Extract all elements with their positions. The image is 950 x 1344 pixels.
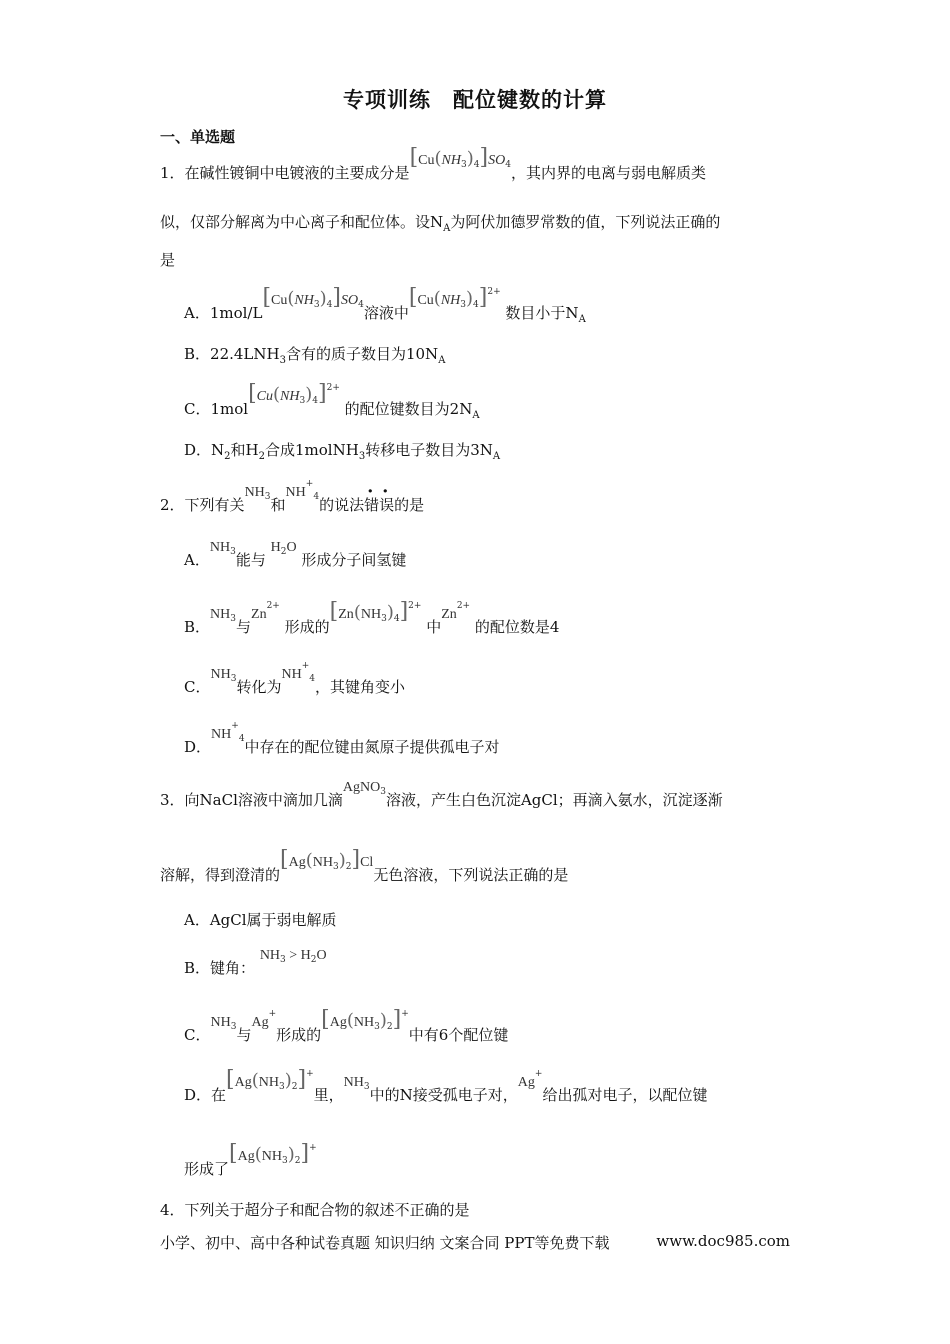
q2-stem: 2．下列有关$NH_3$和$NH^+_4$的说法错误的是: [160, 479, 425, 514]
formula-nh4-plus: $NH^+_4$: [285, 479, 320, 502]
q1-line2: 似，仅部分解离为中心离子和配位体。设$N_A$为阿伏加德罗常数的值，下列说法正确的: [160, 213, 721, 234]
q3-line2: 溶解，得到澄清的$[Ag(NH_3)_2]Cl$无色溶液，下列说法正确的是: [160, 847, 569, 884]
formula-nh3-gt-h2o: $NH_3 > H_2O$: [259, 948, 327, 965]
formula-ag-nh3-2-cl: $[Ag(NH_3)_2]Cl$: [280, 847, 374, 872]
footer-text: 小学、初中、高中各种试卷真题 知识归纳 文案合同 PPT等免费下载: [160, 1234, 610, 1252]
q3-option-d-line2: 形成了$[Ag(NH_3)_2]^+$: [184, 1141, 317, 1178]
q1-option-a[interactable]: A．$1mol/L[Cu(NH_3)_4]SO_4$溶液中$[Cu(NH_3)_4]^{2+}$ 数目小于$N_A$: [184, 285, 586, 325]
formula-zn2-plus: $Zn^{2+}$: [251, 601, 280, 622]
footer: [160, 1232, 790, 1253]
q3-option-c[interactable]: C．$NH_3$与Ag+形成的$[Ag(NH_3)_2]^+$中有6个配位键: [184, 1007, 509, 1044]
formula-cu-nh3-4-ion: $[Cu(NH_3)_4]^{2+}$: [408, 285, 501, 310]
formula-nh3: $NH_3$: [244, 485, 271, 502]
q3-line1: 3．向NaCl溶液中滴加几滴AgNO$_3$溶液，产生白色沉淀AgCl；再滴入氨水，沉淀逐渐: [160, 790, 723, 816]
formula-h2o: $H_2O$: [270, 540, 297, 557]
q4-stem: 4．下列关于超分子和配合物的叙述不正确的是: [160, 1201, 470, 1219]
q1-line3: 是: [160, 251, 176, 269]
formula-cu-nh3-4-ion: $[Cu(NH_3)_4]^{2+}$: [248, 381, 340, 406]
section-heading: 一、单选题: [160, 128, 236, 146]
title-part1: 专项训练: [343, 88, 431, 112]
formula-ag-nh3-2-ion: $[Ag(NH_3)_2]^+$: [321, 1007, 409, 1032]
title-part2: 配位键数的计算: [453, 88, 607, 112]
q1-line1: 1．在碱性镀铜中电镀液的主要成分是$[Cu(NH_3)_4]SO_4$，其内界的电离与弱电解质类: [160, 145, 706, 182]
q2-option-b[interactable]: B．$NH_3$与$Zn^{2+}$ 形成的$[Zn(NH_3)_4]^{2+}$ 中$Zn^{2+}$ 的配位数是4: [184, 599, 560, 636]
formula-cu-nh3-4-so4: $[Cu(NH_3)_4]SO_4$: [409, 145, 511, 170]
page-title: [0, 84, 950, 114]
footer-url[interactable]: www.doc985.com: [656, 1232, 790, 1250]
q2-option-d[interactable]: D．$NH^+_4$中存在的配位键由氮原子提供孤电子对: [184, 721, 500, 756]
q3-option-d[interactable]: D．在$[Ag(NH_3)_2]^+$里，$NH_3$中的N接受孤电子对，Ag+给出孤对电子，以配位键: [184, 1067, 708, 1104]
q1-option-b[interactable]: B．$22.4LNH_3$含有的质子数目为$10N_A$: [184, 345, 446, 366]
formula-cu-nh3-4-so4: $[Cu(NH_3)_4]SO_4$: [262, 285, 364, 310]
formula-zn-nh3-4-ion: $[Zn(NH_3)_4]^{2+}$: [329, 599, 422, 624]
formula-ag-plus: Ag+: [251, 1009, 277, 1030]
q2-option-a[interactable]: A．$NH_3$能与 $H_2O$ 形成分子间氢键: [184, 550, 406, 576]
q1-option-c[interactable]: C．$1mol[Cu(NH_3)_4]^{2+}$ 的配位键数目为$2N_A$: [184, 381, 480, 421]
formula-agno3: AgNO$_3$: [342, 780, 386, 797]
q3-option-a[interactable]: A．AgCl属于弱电解质: [184, 911, 337, 929]
q1-option-d[interactable]: D．$N_2$和$H_2$合成1molNH$_3$转移电子数目为$3N_A$: [184, 441, 501, 462]
q3-option-b[interactable]: B．键角： $NH_3 > H_2O$: [184, 958, 327, 984]
q2-option-c[interactable]: C．$NH_3$转化为$NH^+_4$，其键角变小: [184, 661, 405, 696]
